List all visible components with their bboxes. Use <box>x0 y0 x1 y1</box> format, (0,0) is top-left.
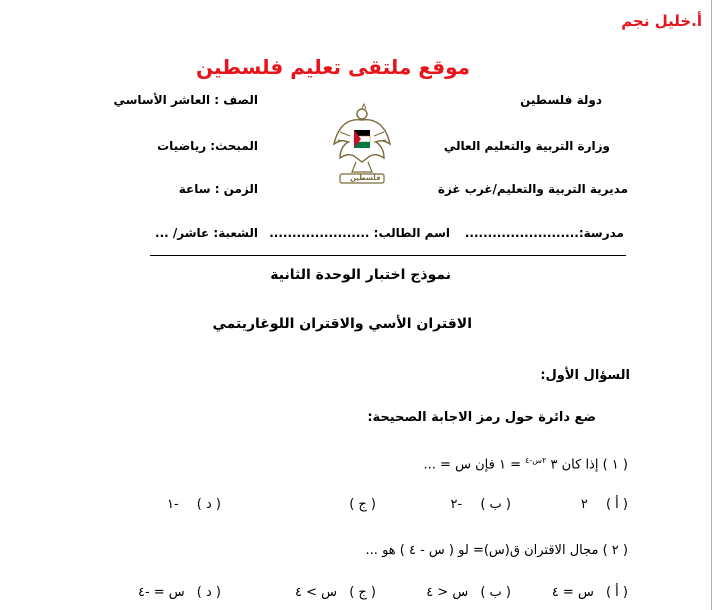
q2-choice-c[interactable] <box>295 585 376 600</box>
choice-value: س = ٤ <box>551 585 594 600</box>
emblem-caption: فلسطين <box>350 174 381 182</box>
question-2-stem: ( ٢ ) مجال الاقتران ق(س)= لو ( س - ٤ ) هو ... <box>365 543 628 558</box>
site-title: موقع ملتقى تعليم فلسطين <box>196 55 470 79</box>
time-label: الزمن : ساعة <box>178 182 258 196</box>
q1-choice-d[interactable] <box>167 497 221 512</box>
choice-value: -٢ <box>450 497 463 512</box>
q1-choice-a[interactable] <box>581 497 628 512</box>
state-label: دولة فلسطين <box>520 93 602 107</box>
header-divider <box>150 255 626 256</box>
author-name: أ.خليل نجم <box>621 12 702 30</box>
choice-letter: ( ب ) <box>480 585 511 600</box>
unit-title: الاقتران الأسي والاقتران اللوغاريتمي <box>212 316 472 332</box>
q1-choice-c[interactable] <box>335 497 376 512</box>
ministry-label: وزارة التربية والتعليم العالي <box>443 139 610 153</box>
choice-value: س = -٤ <box>137 585 185 600</box>
school-field: مدرسة:......................... <box>464 226 624 240</box>
choice-letter: ( أ ) <box>605 585 628 600</box>
q2-choice-a[interactable] <box>552 585 628 600</box>
question-1-stem-suffix: = ١ فإن س = ... <box>423 457 526 473</box>
choice-letter: ( ج ) <box>349 497 376 512</box>
choice-letter: ( ب ) <box>480 497 511 512</box>
exam-title: نموذج اختبار الوحدة الثانية <box>270 267 451 283</box>
choice-letter: ( د ) <box>196 585 221 600</box>
choice-letter: ( د ) <box>196 497 221 512</box>
student-name-field: اسم الطالب: ...................... <box>269 226 450 240</box>
choice-value: ٢ <box>580 497 588 512</box>
instruction-text: ضع دائرة حول رمز الاجابة الصحيحة: <box>367 410 596 425</box>
subject-label: المبحث: رياضيات <box>157 139 258 153</box>
choice-value: س < ٤ <box>426 585 469 600</box>
grade-label: الصف : العاشر الأساسي <box>113 93 258 107</box>
question-heading: السؤال الأول: <box>540 368 630 383</box>
question-1-stem-prefix: ( ١ ) إذا كان ٣ <box>546 457 628 473</box>
question-1-exponent: ٢س-٤ <box>525 456 547 465</box>
choice-value: س > ٤ <box>295 585 338 600</box>
section-field: الشعبة: عاشر/ ... <box>155 226 258 240</box>
q1-choice-b[interactable] <box>451 497 511 512</box>
q2-choice-b[interactable] <box>426 585 511 600</box>
page-edge <box>711 0 712 610</box>
choice-letter: ( أ ) <box>605 497 628 512</box>
question-1-stem <box>424 456 628 472</box>
choice-value: -١ <box>166 497 179 512</box>
choice-letter: ( ج ) <box>349 585 376 600</box>
directorate-label: مديرية التربية والتعليم/غرب غزة <box>437 182 628 196</box>
q2-choice-d[interactable] <box>138 585 221 600</box>
